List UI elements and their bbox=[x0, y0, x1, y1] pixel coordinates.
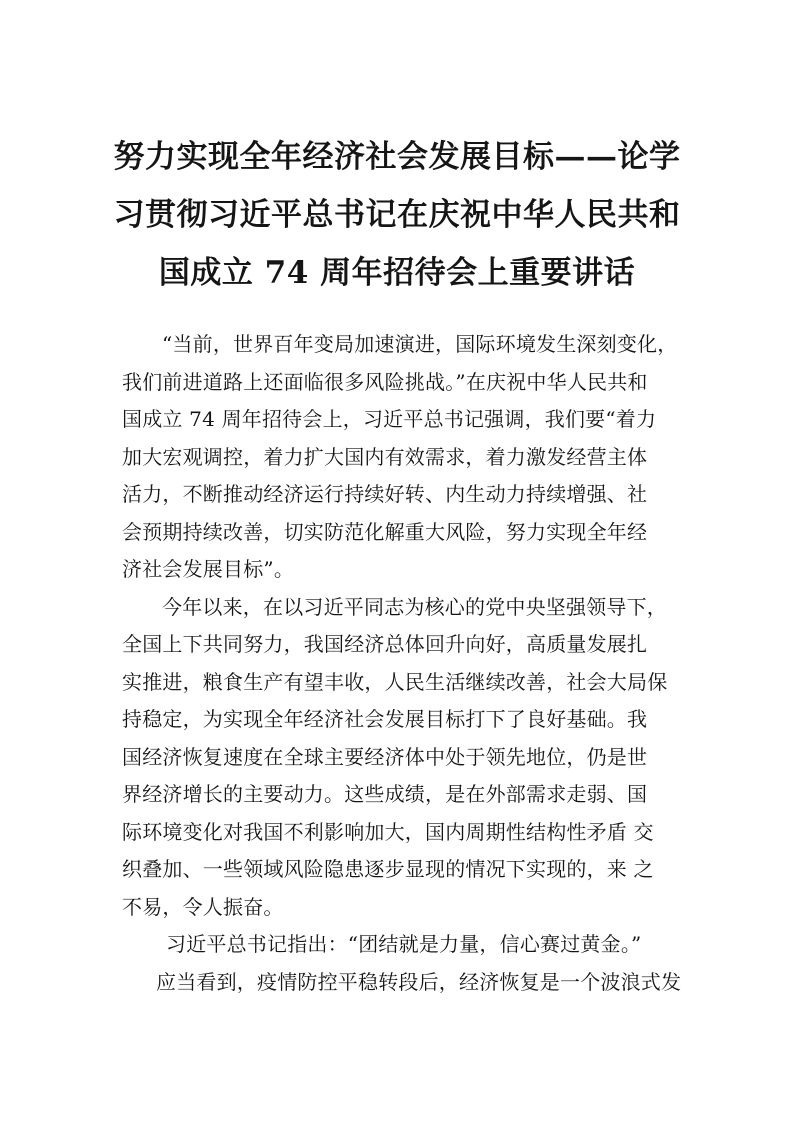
text-line: 应当看到，疫情防控平稳转段后，经济恢复是一个波浪式发 bbox=[156, 969, 682, 994]
text-line: 国经济恢复速度在全球主要经济体中处于领先地位，仍是世 bbox=[122, 744, 648, 769]
text-line: 我们前进道路上还面临很多风险挑战。”在庆祝中华人民共和 bbox=[122, 369, 648, 394]
text-line: 际环境变化对我国不利影响加大，国内周期性结构性矛盾 交 bbox=[122, 819, 654, 844]
text-line: 济社会发展目标”。 bbox=[122, 557, 295, 581]
text-line: “当前，世界百年变局加速演进，国际环境发生深刻变化， bbox=[162, 332, 678, 356]
document-title bbox=[110, 128, 684, 302]
paragraph-2 bbox=[122, 589, 692, 927]
text-line: 织叠加、一些领域风险隐患逐步显现的情况下实现的，来 之 bbox=[122, 857, 654, 881]
text-line: 全国上下共同努力，我国经济总体回升向好，高质量发展扎 bbox=[122, 632, 648, 656]
text-line: 今年以来，在以习近平同志为核心的党中央坚强领导下， bbox=[162, 594, 667, 619]
title-line-3: 国成立 74 周年招待会上重要讲话 bbox=[158, 255, 636, 291]
text-line: 习近平总书记指出：“团结就是力量，信心赛过黄金。” bbox=[166, 932, 642, 956]
title-line-2: 习贯彻习近平总书记在庆祝中华人民共和 bbox=[113, 197, 681, 233]
text-line: 持稳定，为实现全年经济社会发展目标打下了良好基础。我 bbox=[122, 707, 648, 731]
text-line: 不易，令人振奋。 bbox=[122, 894, 284, 919]
text-line: 加大宏观调控，着力扩大国内有效需求，着力激发经营主体 bbox=[122, 444, 648, 469]
text-line: 国成立 74 周年招待会上，习近平总书记强调，我们要“着力 bbox=[122, 407, 657, 431]
text-line: 活力，不断推动经济运行持续好转、内生动力持续增强、社 bbox=[122, 482, 648, 506]
text-line: 界经济增长的主要动力。这些成绩，是在外部需求走弱、国 bbox=[122, 782, 648, 806]
title-line-1: 努力实现全年经济社会发展目标——论学 bbox=[113, 139, 681, 175]
document-body bbox=[122, 326, 692, 1001]
paragraph-1 bbox=[122, 326, 692, 589]
text-line: 会预期持续改善，切实防范化解重大风险，努力实现全年经 bbox=[122, 519, 648, 544]
text-line: 实推进，粮食生产有望丰收，人民生活继续改善，社会大局保 bbox=[122, 669, 668, 694]
paragraph-3 bbox=[122, 926, 692, 1001]
